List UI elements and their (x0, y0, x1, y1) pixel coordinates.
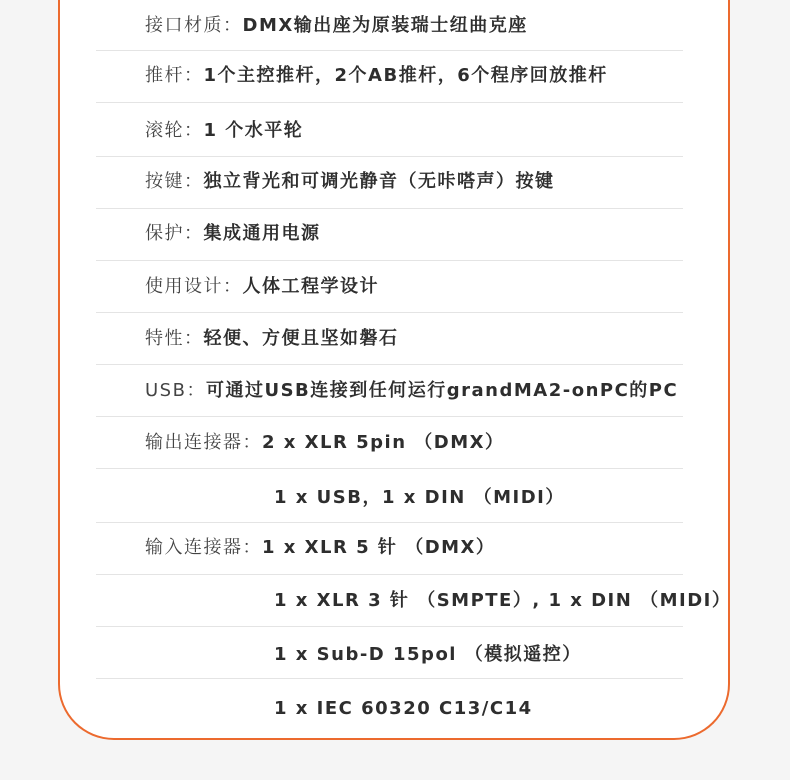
spec-label: 滚轮： (145, 120, 204, 141)
spec-value: 集成通用电源 (203, 223, 321, 244)
spec-row-power-connector (274, 697, 790, 721)
spec-value: 2 x XLR 5pin （DMX） (262, 432, 505, 453)
spec-value: 1 个水平轮 (203, 120, 304, 141)
spec-row-design (145, 275, 745, 299)
spec-value: 轻便、方便且坚如磐石 (203, 328, 399, 349)
spec-row-interface-material (145, 14, 745, 38)
spec-row-faders (145, 64, 745, 88)
row-divider (96, 626, 683, 627)
row-divider (96, 156, 683, 157)
row-divider (96, 678, 683, 679)
spec-label: 使用设计： (145, 276, 243, 297)
spec-value: 1 x XLR 5 针 （DMX） (262, 537, 496, 558)
spec-value: 1 x USB，1 x DIN （MIDI） (274, 487, 565, 508)
spec-label: 保护： (145, 223, 204, 244)
row-divider (96, 468, 683, 469)
row-divider (96, 260, 683, 261)
spec-label: 特性： (145, 328, 204, 349)
spec-row-input-connectors (145, 536, 745, 560)
spec-row-features (145, 327, 745, 351)
row-divider (96, 522, 683, 523)
row-divider (96, 208, 683, 209)
spec-card (58, 0, 730, 740)
spec-value: DMX输出座为原装瑞士纽曲克座 (242, 15, 528, 36)
row-divider (96, 574, 683, 575)
spec-value: 可通过USB连接到任何运行grandMA2-onPC的PC (205, 380, 679, 401)
spec-row-output-connectors (145, 431, 745, 455)
spec-row-wheel (145, 119, 745, 143)
spec-label: USB： (145, 380, 206, 401)
spec-row-input-connectors-cont-2 (274, 643, 790, 667)
spec-label: 输出连接器： (145, 432, 262, 453)
spec-label: 输入连接器： (145, 537, 262, 558)
row-divider (96, 50, 683, 51)
spec-row-usb (145, 379, 745, 403)
row-divider (96, 312, 683, 313)
spec-label: 接口材质： (145, 15, 243, 36)
spec-value: 1 x Sub-D 15pol （模拟遥控） (274, 644, 582, 665)
spec-row-keys (145, 170, 745, 194)
spec-row-output-connectors-cont (274, 486, 790, 510)
spec-row-input-connectors-cont-1 (274, 589, 790, 613)
spec-value: 人体工程学设计 (242, 276, 379, 297)
row-divider (96, 102, 683, 103)
spec-label: 按键： (145, 171, 204, 192)
spec-row-protection (145, 222, 745, 246)
spec-label: 推杆： (145, 65, 204, 86)
row-divider (96, 416, 683, 417)
spec-value: 1 x IEC 60320 C13/C14 (274, 698, 533, 719)
row-divider (96, 364, 683, 365)
spec-value: 1个主控推杆，2个AB推杆，6个程序回放推杆 (203, 65, 608, 86)
spec-value: 独立背光和可调光静音（无咔嗒声）按键 (203, 171, 555, 192)
spec-value: 1 x XLR 3 针 （SMPTE）, 1 x DIN （MIDI） (274, 590, 732, 611)
